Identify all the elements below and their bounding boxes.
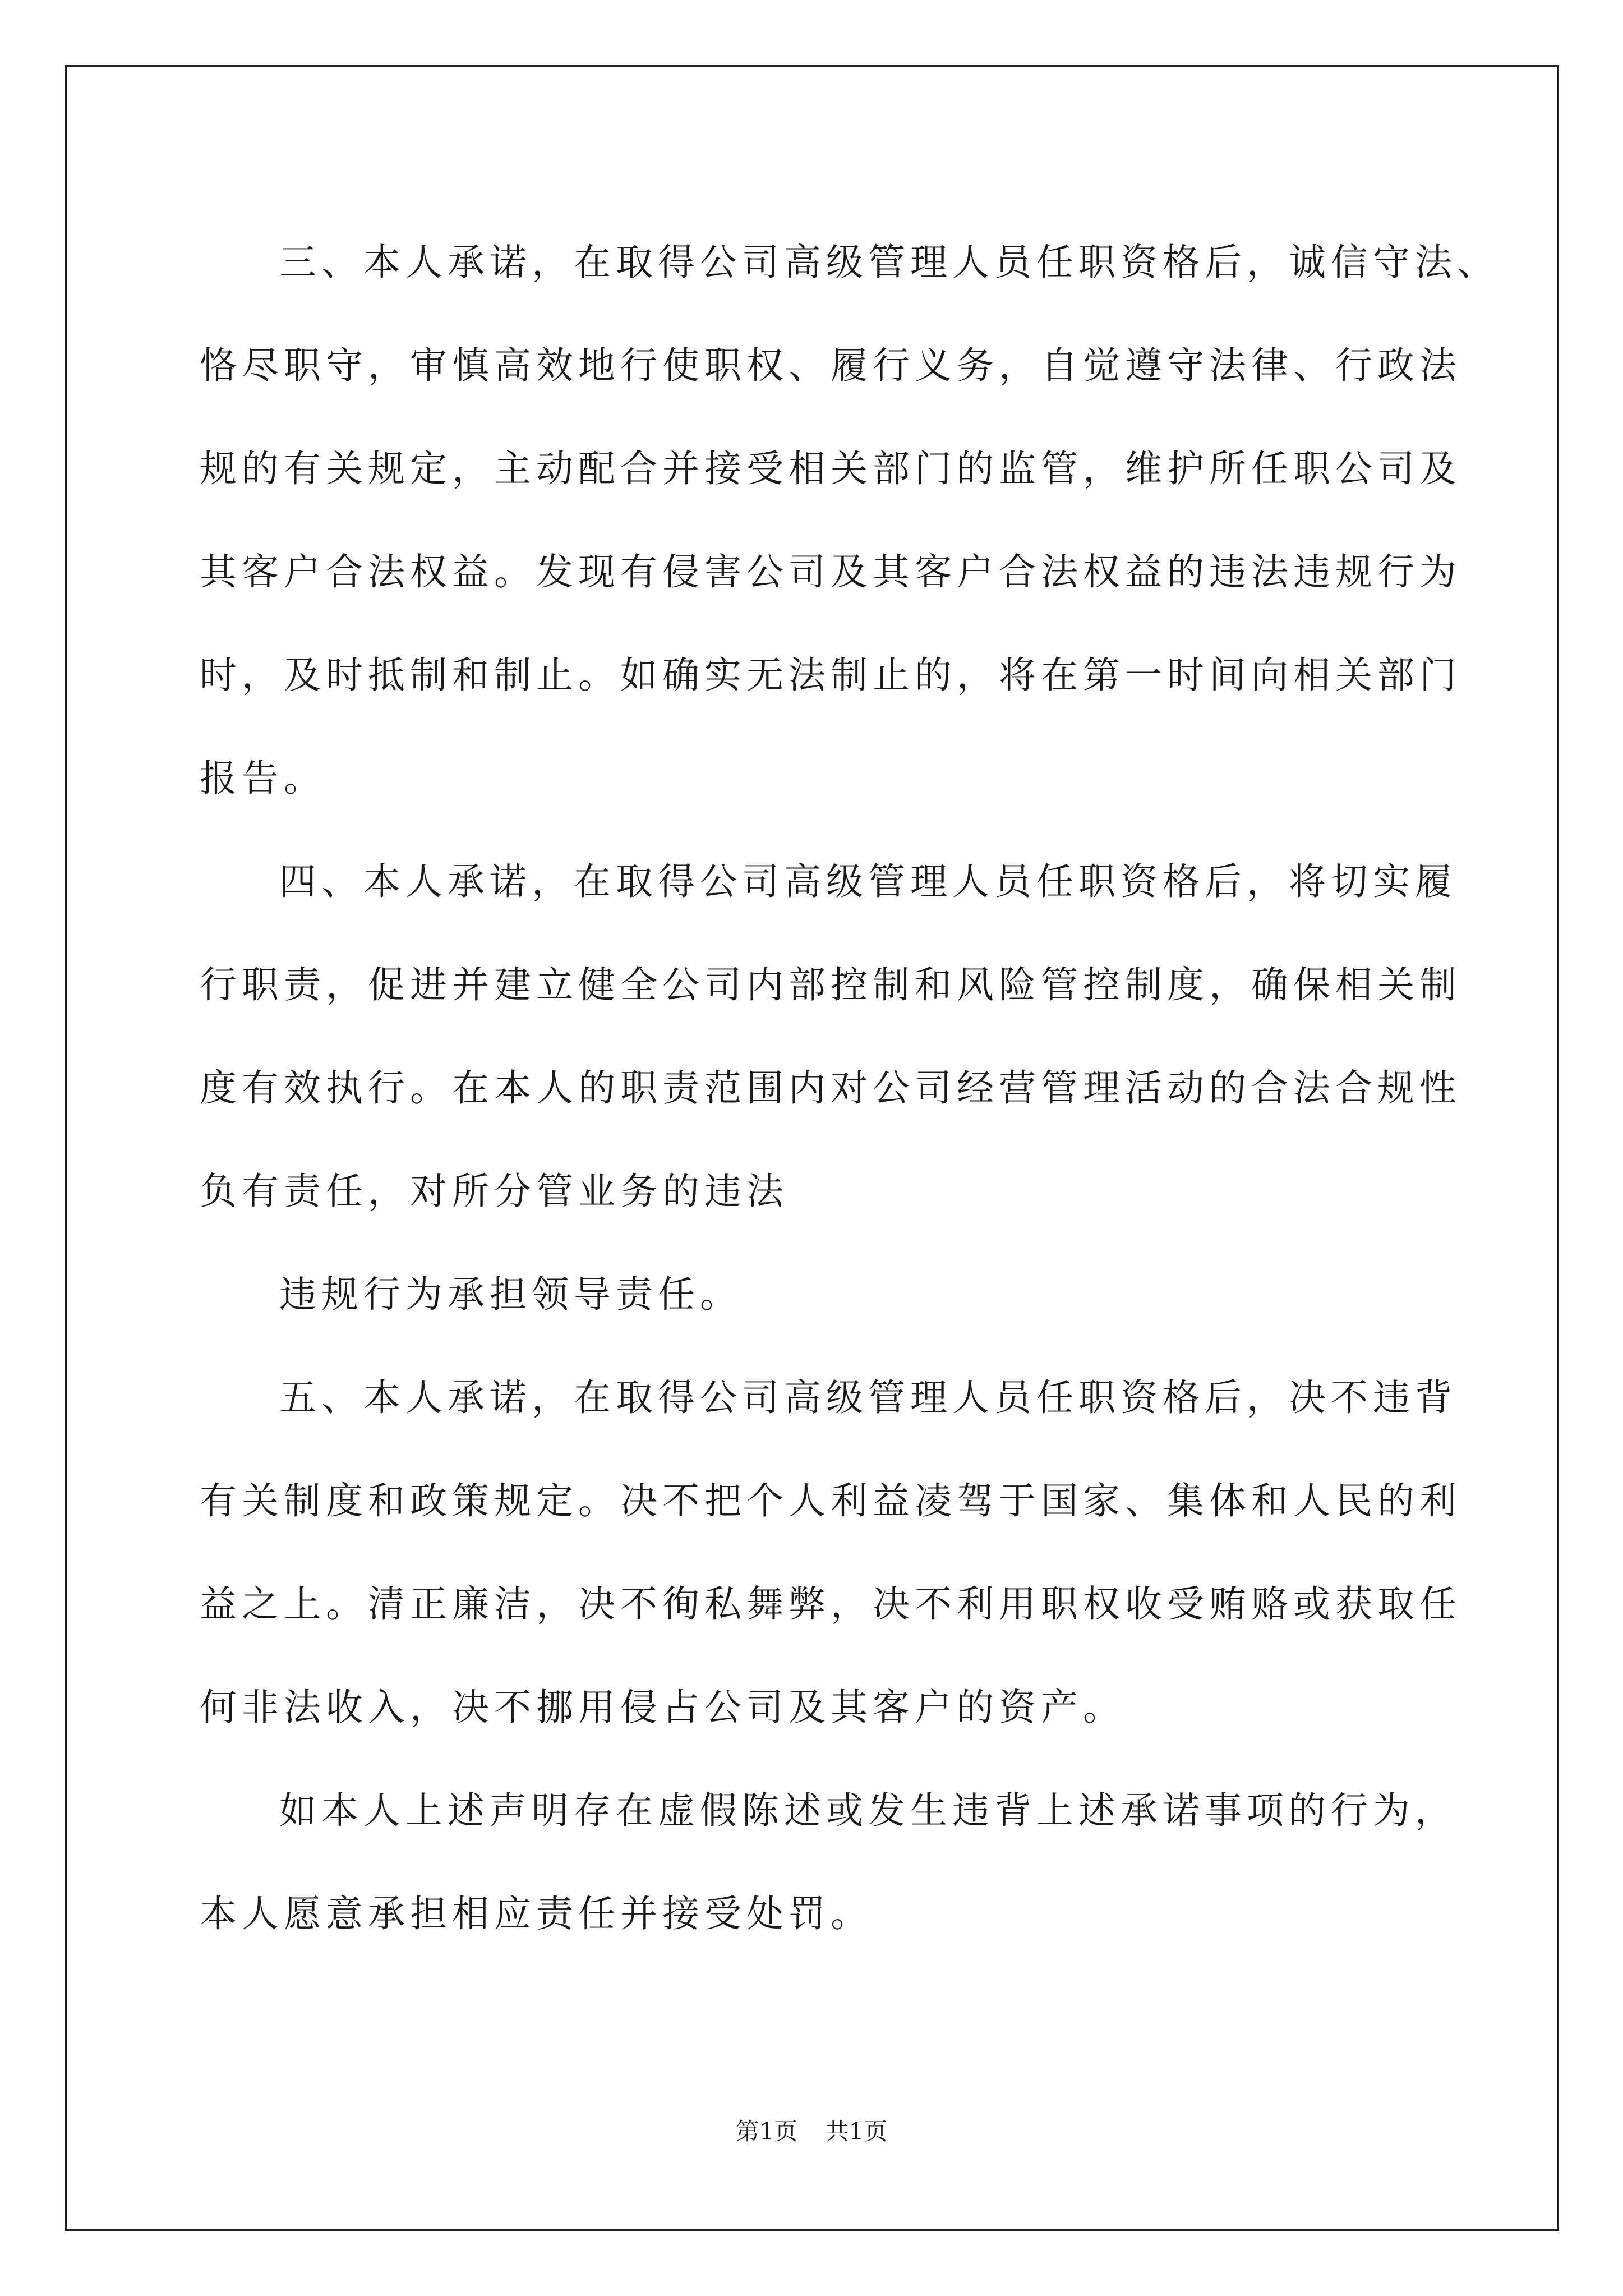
paragraph-line: 益之上。清正廉洁，决不徇私舞弊，决不利用职权收受贿赂或获取任 [200, 1582, 1461, 1626]
paragraph-line: 违规行为承担领导责任。 [279, 1273, 742, 1316]
paragraph-line: 如本人上述声明存在虚假陈述或发生违背上述承诺事项的行为， [279, 1789, 1457, 1832]
paragraph-line: 五、本人承诺，在取得公司高级管理人员任职资格后，决不违背 [279, 1376, 1457, 1419]
paragraph-line: 其客户合法权益。发现有侵害公司及其客户合法权益的违法违规行为 [200, 550, 1461, 593]
paragraph-line: 度有效执行。在本人的职责范围内对公司经营管理活动的合法合规性 [200, 1066, 1461, 1110]
paragraph-line: 报告。 [200, 757, 326, 800]
paragraph-line: 有关制度和政策规定。决不把个人利益凌驾于国家、集体和人民的利 [200, 1479, 1461, 1522]
page-number-total: 共1页 [825, 2118, 888, 2145]
document-body [200, 211, 1499, 1966]
paragraph-line: 恪尽职守，审慎高效地行使职权、履行义务，自觉遵守法律、行政法 [200, 344, 1461, 387]
paragraph-line: 行职责，促进并建立健全公司内部控制和风险管控制度，确保相关制 [200, 963, 1461, 1006]
paragraph-line: 本人愿意承担相应责任并接受处罚。 [200, 1892, 873, 1935]
page-footer [0, 2115, 1623, 2148]
paragraph-line: 三、本人承诺，在取得公司高级管理人员任职资格后，诚信守法、 [279, 241, 1499, 284]
paragraph-line: 何非法收入，决不挪用侵占公司及其客户的资产。 [200, 1686, 1125, 1729]
paragraph-line: 四、本人承诺，在取得公司高级管理人员任职资格后，将切实履 [279, 860, 1457, 903]
paragraph-line: 规的有关规定，主动配合并接受相关部门的监管，维护所任职公司及 [200, 447, 1461, 490]
page-number-current: 第1页 [735, 2118, 798, 2145]
paragraph-line: 时，及时抵制和制止。如确实无法制止的，将在第一时间向相关部门 [200, 654, 1461, 697]
paragraph-line: 负有责任，对所分管业务的违法 [200, 1170, 789, 1213]
